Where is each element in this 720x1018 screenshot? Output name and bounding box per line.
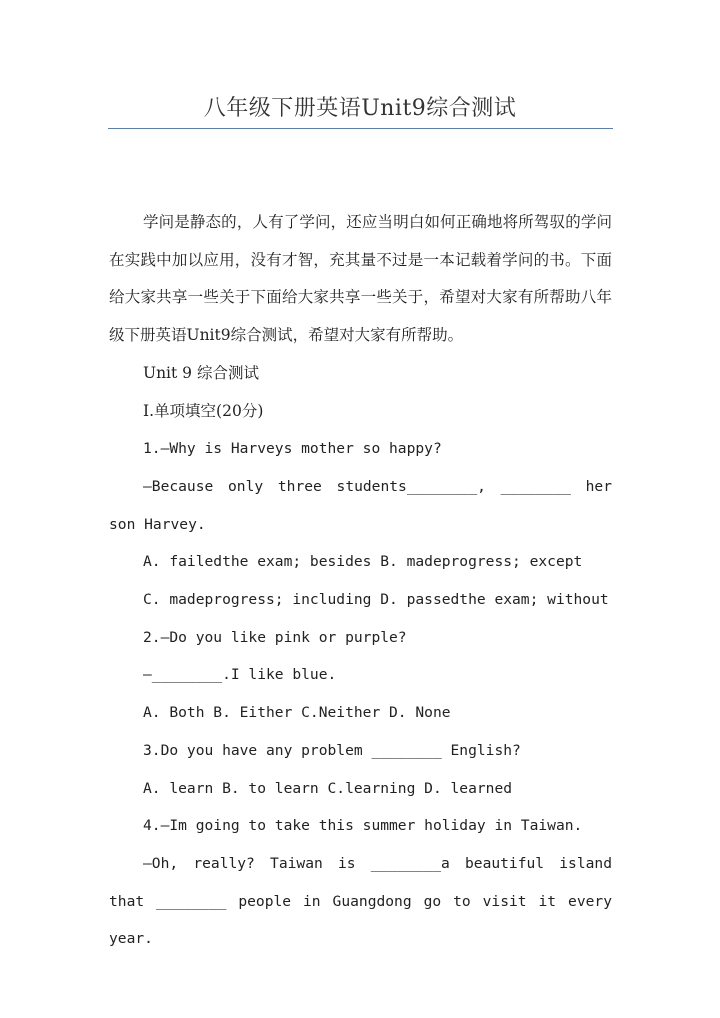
question-4-response: —Oh, really? Taiwan is ________a beautiful island that ________ people in Guangdong go to visit it every year. [109,854,612,948]
section-heading: Ⅰ.单项填空(20分) [143,401,264,420]
question-1-option-line: A. failedthe exam; besides B. madeprogress; except [143,553,583,571]
question-1-option-line: C. madeprogress; including D. passedthe exam; without [143,591,609,609]
question-1-stem: 1.—Why is Harveys mother so happy? [143,440,442,458]
unit-heading: Unit 9 综合测试 [143,363,259,382]
question-3-stem: 3.Do you have any problem ________ English? [143,741,521,759]
question-4-stem: 4.—Im going to take this summer holiday in Taiwan. [143,817,583,835]
page-title: 八年级下册英语Unit9综合测试 [203,96,517,121]
question-3-option-line: A. learn B. to learn C.learning D. learned [143,779,513,797]
question-2-response: —________.I like blue. [143,666,337,684]
question-2-stem: 2.—Do you like pink or purple? [143,628,407,646]
question-2-option-line: A. Both B. Either C.Neither D. None [143,704,451,722]
document-body [109,204,612,958]
question-1-response: —Because only three students________, ________ her son Harvey. [109,477,612,533]
title-divider [108,128,613,129]
intro-paragraph: 学问是静态的，人有了学问，还应当明白如何正确地将所驾驭的学问在实践中加以应用，没有才智，充其量不过是一本记载着学问的书。下面给大家共享一些关于下面给大家共享一些关于，希望对大家有所帮助八年级下册英语Unit9综合测试，希望对大家有所帮助。 [109,213,612,345]
